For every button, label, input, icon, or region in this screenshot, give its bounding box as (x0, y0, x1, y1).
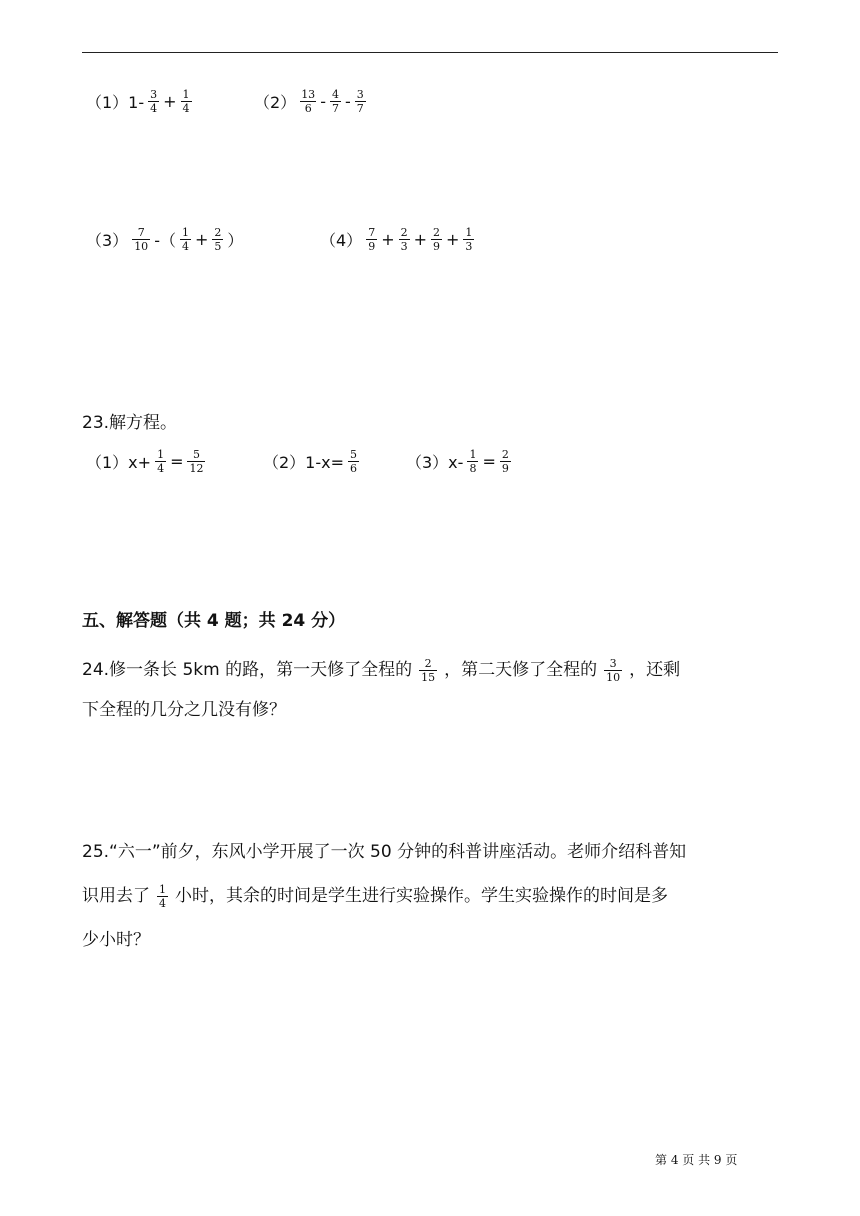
equals-sign: = (482, 452, 496, 471)
operator: + (413, 230, 427, 249)
fraction: $\frac{3}{10}$ (606, 656, 621, 684)
problem-1-label: （1）1- (86, 93, 145, 112)
equation-2 (263, 448, 363, 475)
fraction: $\frac{7}{10}$ (134, 226, 149, 253)
problem-2-label: （2） (254, 93, 297, 112)
problem-1 (86, 88, 196, 115)
fraction: $\frac{5}{12}$ (189, 448, 204, 475)
fraction: $\frac{2}{15}$ (421, 656, 436, 684)
equation-3-label: （3）x- (406, 453, 464, 472)
fraction: $\frac{1}{4}$ (182, 88, 190, 115)
fraction: $\frac{2}{9}$ (433, 226, 440, 253)
closing-paren: ） (227, 231, 244, 250)
fraction: $\frac{1}{4}$ (181, 226, 189, 253)
operator: - (344, 92, 351, 111)
fraction: $\frac{7}{9}$ (368, 226, 376, 253)
problem-4-label: （4） (320, 231, 363, 250)
operator: + (446, 230, 460, 249)
fraction: $\frac{3}{7}$ (356, 88, 364, 115)
question-25-line-1: 25.“六一”前夕，东风小学开展了一次 50 分钟的科普讲座活动。老师介绍科普知 (82, 842, 687, 862)
header-rule (82, 52, 778, 53)
question-24-line-1: 24.修一条长 5km 的路，第一天修了全程的 $\frac{2}{15}$ ，第二天修了全程的 $\frac{3}{10}$ ，还剩 (82, 656, 681, 684)
question-24-line-2: 下全程的几分之几没有修？ (82, 700, 286, 720)
question-25 (82, 832, 782, 960)
operator: + (194, 230, 209, 249)
equation-2-label: （2）1-x= (263, 453, 345, 472)
fraction: $\frac{1}{4}$ (157, 448, 165, 475)
equation-1 (86, 448, 209, 475)
problem-3-label: （3） (86, 231, 129, 250)
question-24 (82, 650, 782, 730)
section-5-heading: 五、解答题（共 4 题；共 24 分） (82, 611, 346, 631)
problem-2 (254, 88, 370, 115)
operator: - (320, 92, 326, 111)
fraction: $\frac{2}{9}$ (501, 448, 509, 475)
fraction: $\frac{1}{8}$ (469, 448, 477, 475)
question-25-line-3: 少小时？ (82, 930, 150, 950)
equation-3 (406, 448, 515, 475)
fraction: $\frac{5}{6}$ (350, 448, 358, 475)
problem-3 (86, 226, 243, 253)
equation-1-label: （1）x+ (86, 453, 152, 472)
fraction: $\frac{4}{7}$ (331, 88, 339, 115)
equals-sign: = (170, 452, 184, 471)
page-footer: 第 4 页 共 9 页 (655, 1153, 738, 1167)
question-25-line-2: 识用去了 $\frac{1}{4}$ 小时，其余的时间是学生进行实验操作。学生实验操作的时间是多 (82, 882, 668, 910)
question-23-title: 23.解方程。 (82, 413, 178, 433)
fraction: $\frac{2}{3}$ (400, 226, 408, 253)
fraction: $\frac{1}{3}$ (465, 226, 473, 253)
problem-4 (320, 226, 478, 253)
fraction: $\frac{3}{4}$ (150, 88, 158, 115)
fraction: $\frac{1}{4}$ (159, 882, 166, 910)
fraction: $\frac{2}{5}$ (214, 226, 222, 253)
operator: -（ (154, 231, 176, 250)
fraction: $\frac{13}{6}$ (301, 88, 316, 115)
operator: + (381, 230, 395, 249)
operator: + (163, 92, 177, 111)
